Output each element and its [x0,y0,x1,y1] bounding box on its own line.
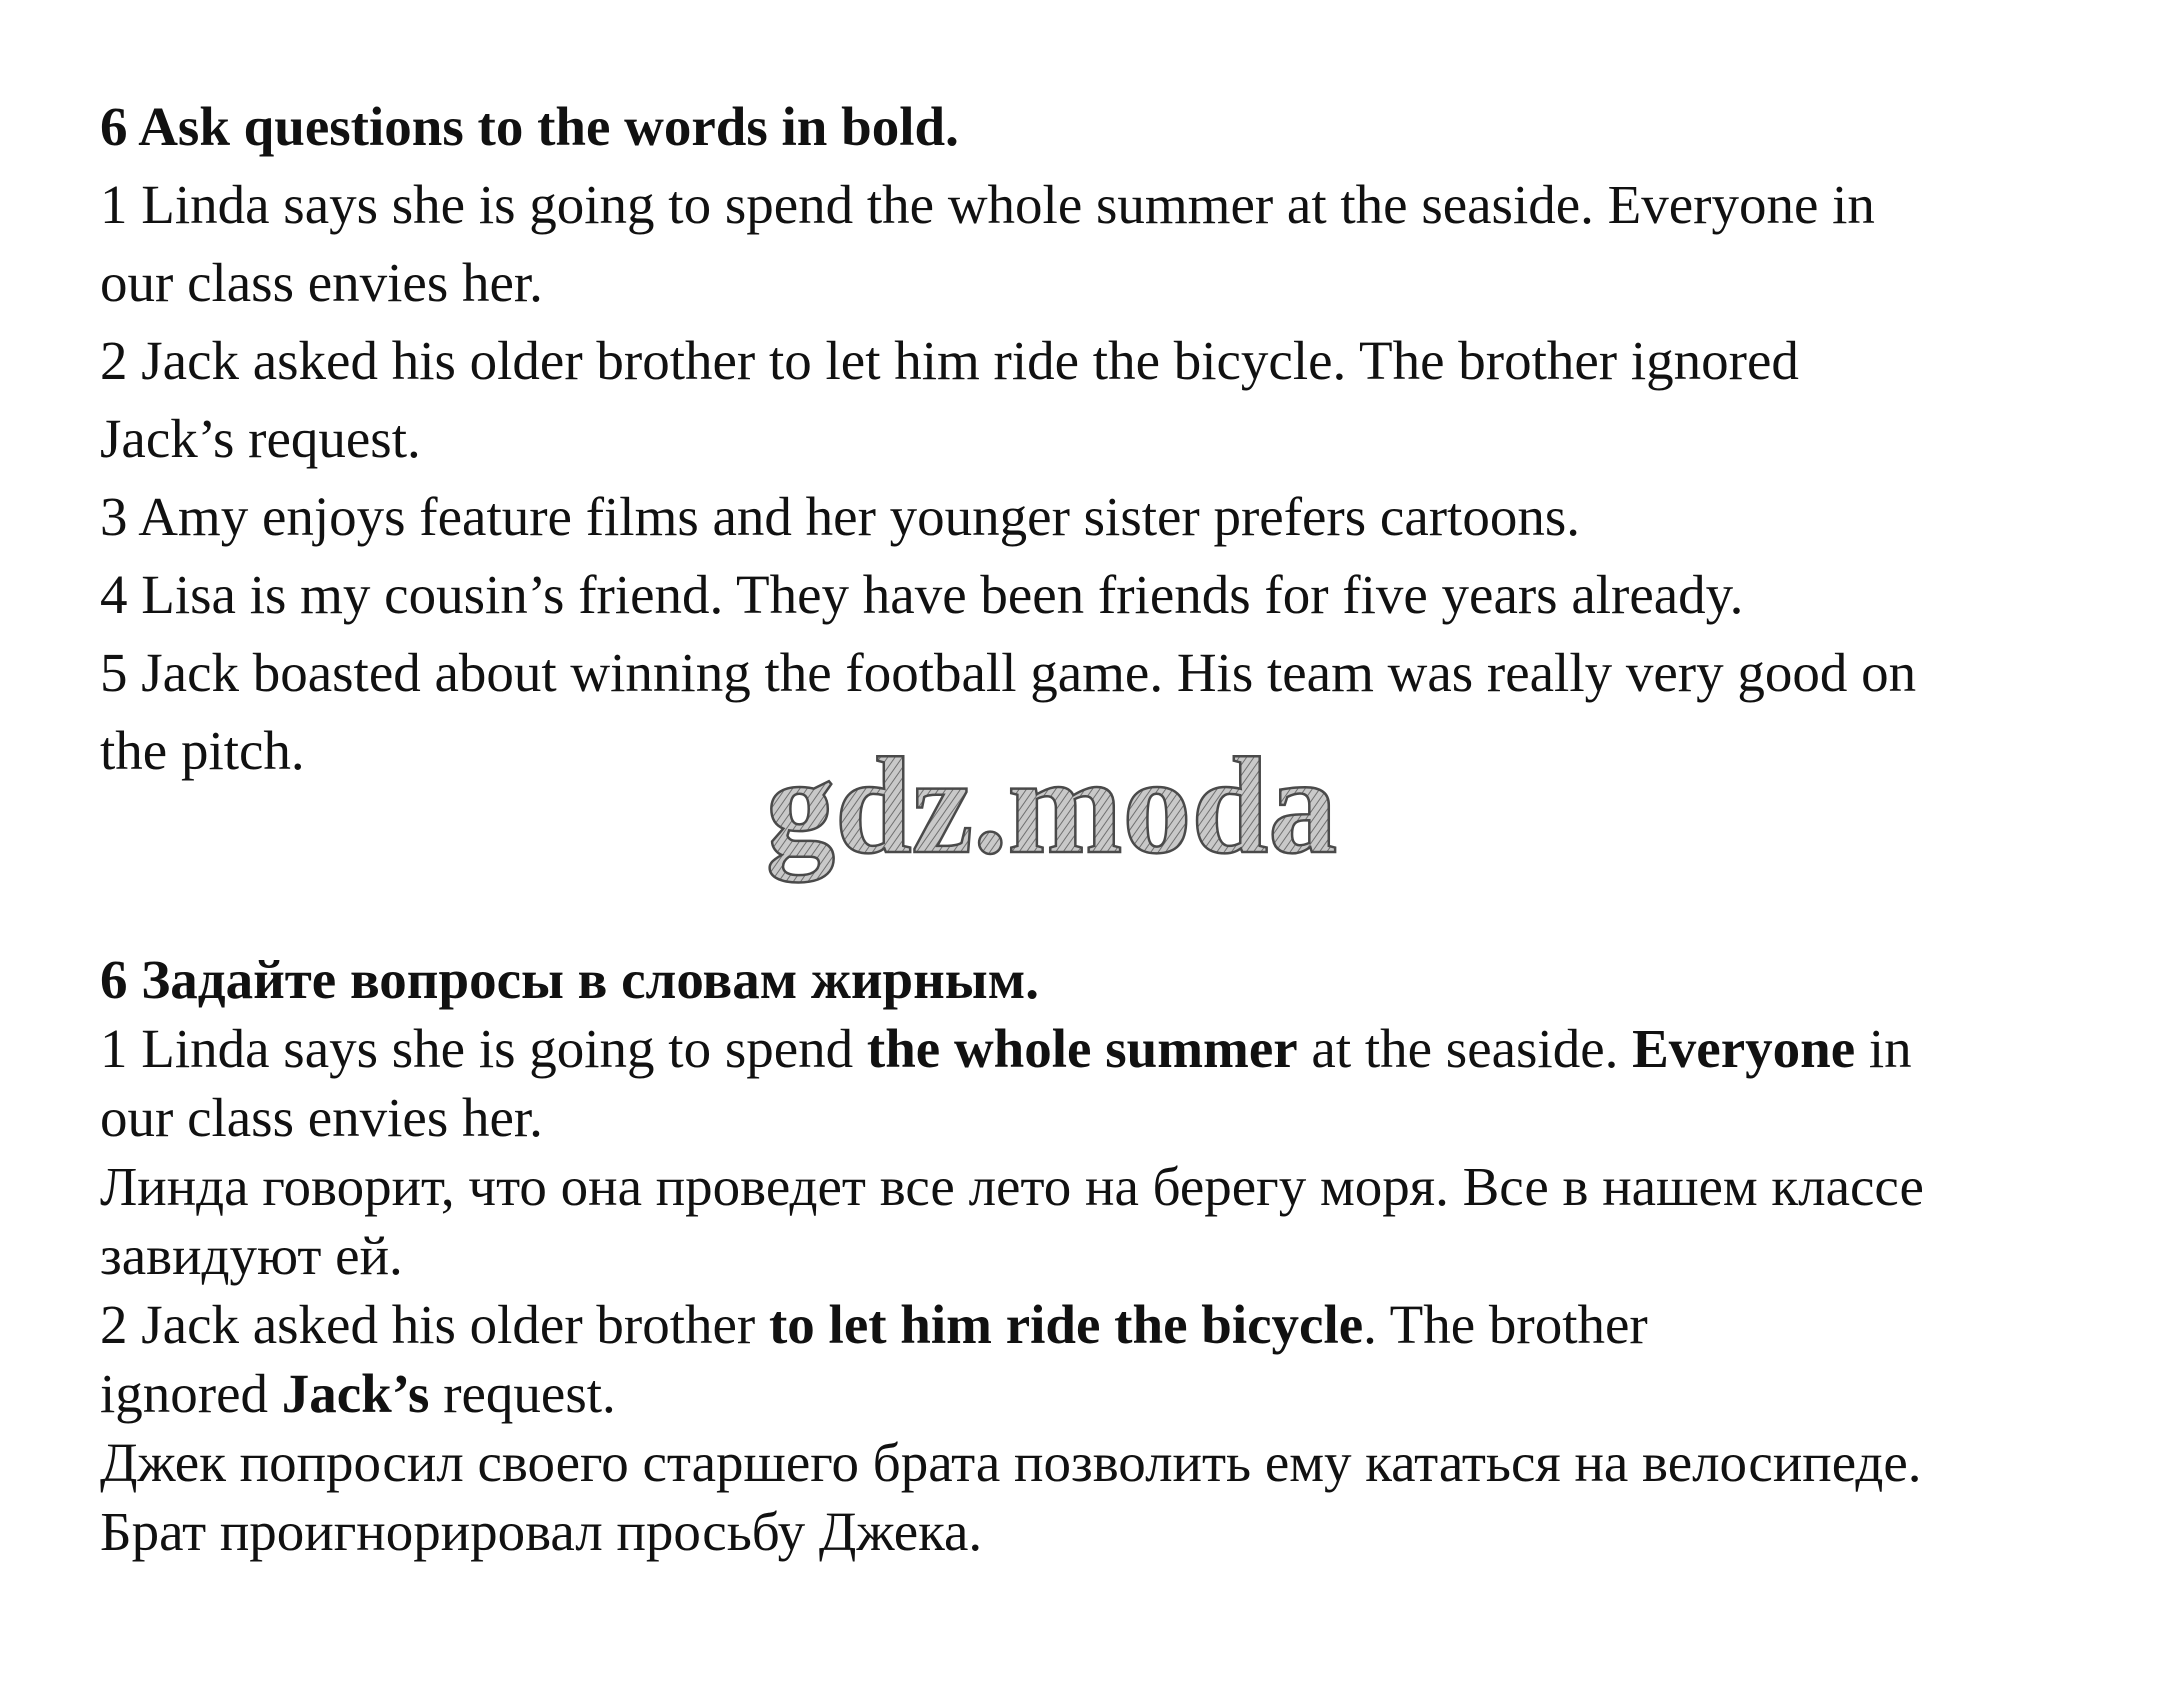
answer-item-1-text-a: 1 Linda says she is going to spend [100,1018,867,1079]
answer-item-2-en-line-1 [100,1290,2100,1359]
task-item-1-line-2: our class envies her. [100,252,543,313]
task-item-1-line-1: 1 Linda says she is going to spend the whole summer at the seaside. Everyone in [100,174,1875,235]
task-item-5-line-1: 5 Jack boasted about winning the football game. His team was really very good on [100,642,1917,703]
task-item-2-line-1: 2 Jack asked his older brother to let him ride the bicycle. The brother ignored [100,330,1799,391]
answer-item-1-ru-line-2: завидуют ей. [100,1225,403,1286]
answer-item-1-bold-2: Everyone [1632,1018,1856,1079]
answer-item-2-ru-line-1: Джек попросил своего старшего брата позволить ему кататься на велосипеде. [100,1432,1922,1493]
task-item-2-line-2: Jack’s request. [100,408,421,469]
watermark-logo [760,740,1400,900]
answer-item-1-en-line-2: our class envies her. [100,1087,543,1148]
answer-item-1-text-e: in [1855,1018,1912,1079]
answer-item-2-ru-line-2: Брат проигнорировал просьбу Джека. [100,1501,983,1562]
answer-item-2-line2-text-a: ignored [100,1363,282,1424]
answer-item-1-ru-line-1: Линда говорит, что она проведет все лето на берегу моря. Все в нашем классе [100,1156,1924,1217]
answer-item-2-text-a: 2 Jack asked his older brother [100,1294,769,1355]
task-item-3-line-1: 3 Amy enjoys feature films and her younger sister prefers cartoons. [100,486,1580,547]
answer-item-2-line2-bold: Jack’s [281,1363,430,1424]
task-heading: 6 Ask questions to the words in bold. [100,96,959,157]
answer-item-2-bold-1: to let him ride the bicycle [768,1294,1364,1355]
task-item-5-line-2: the pitch. [100,720,305,781]
answer-block [100,945,2100,1566]
answer-heading: 6 Задайте вопросы в словам жирным. [100,949,1039,1010]
answer-item-2-line2-text-c: request. [429,1363,616,1424]
watermark-text: gdz.moda [766,740,1338,882]
answer-item-1-en-line-1 [100,1014,2100,1083]
task-item-4-line-1: 4 Lisa is my cousin’s friend. They have been friends for five years already. [100,564,1744,625]
answer-item-1-text-c: at the seaside. [1297,1018,1633,1079]
answer-item-2-text-c: . The brother [1363,1294,1648,1355]
answer-item-1-bold-1: the whole summer [866,1018,1298,1079]
answer-item-2-en-line-2 [100,1359,2100,1428]
task-block [100,88,2090,790]
